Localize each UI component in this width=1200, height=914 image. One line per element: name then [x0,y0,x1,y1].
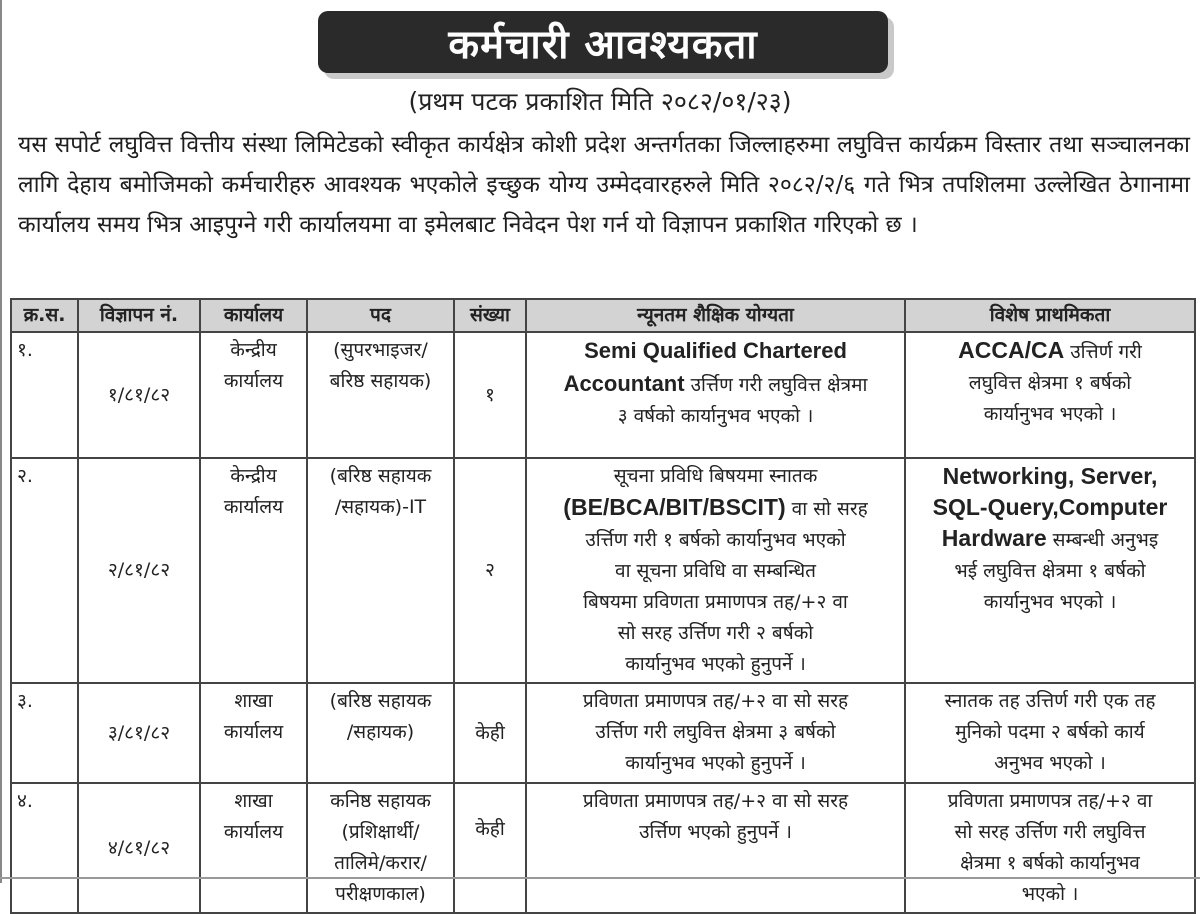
qualification-text: वा सूचना प्रविधि वा सम्बन्धित [615,560,816,582]
qualification-text: उर्त्तिण गरी लघुवित्त क्षेत्रमा ३ बर्षको [595,721,836,743]
qualification-english: (BE/BCA/BIT/BSCIT) [563,494,786,520]
post-line: परीक्षणकाल) [335,883,426,905]
priority-english: ACCA/CA [958,337,1065,363]
table-row [11,683,1195,783]
cell-post [307,783,454,913]
cell-count: केही [454,783,526,913]
publication-date-note: (प्रथम पटक प्रकाशित मिति २०८२/०१/२३) [408,87,792,116]
priority-english: Hardware [941,525,1047,551]
title-banner [318,11,888,73]
qualification-text: उर्त्तिण गरी १ बर्षको कार्यानुभव भएको [585,529,846,551]
cell-ad-no: १/८१/८२ [78,332,200,458]
cell-post [307,683,454,783]
cell-post [307,332,454,458]
qualification-text: सो सरह उर्त्तिण गरी २ बर्षको [617,622,814,644]
office-line: कार्यालय [223,370,284,392]
cell-count: १ [454,332,526,458]
office-line: शाखा [234,790,273,812]
office-line: केन्द्रीय [230,339,277,361]
page-left-border [0,0,8,883]
office-line: शाखा [234,690,273,712]
priority-text: कार्यानुभव भएको । [983,403,1117,425]
cell-qualification [526,683,905,783]
office-line: कार्यालय [223,721,284,743]
cell-priority [905,332,1195,458]
post-line: बरिष्ठ सहायक) [329,370,432,392]
office-line: केन्द्रीय [230,465,277,487]
cell-office [200,458,307,683]
cell-qualification [526,458,905,683]
vacancy-table [10,298,1196,914]
cell-sn: १. [11,332,78,458]
qualification-text: प्रविणता प्रमाणपत्र तह/+२ वा सो सरह [582,790,849,812]
priority-text: भई लघुवित्त क्षेत्रमा १ बर्षको [954,560,1146,582]
post-line: (सुपरभाइजर/ [333,339,428,361]
qualification-text: वा सो सरह [785,498,868,520]
cell-ad-no: ३/८१/८२ [78,683,200,783]
qualification-text: उर्त्तिण भएको हुनुपर्ने । [639,821,792,843]
cell-sn: २. [11,458,78,683]
cell-qualification [526,332,905,458]
post-line: (बरिष्ठ सहायक [329,690,432,712]
priority-text: उत्तिर्ण गरी [1064,341,1142,363]
cell-office [200,683,307,783]
bottom-rule [0,877,1200,879]
qualification-english: Accountant [563,371,685,396]
cell-post [307,458,454,683]
priority-text: लघुवित्त क्षेत्रमा १ बर्षको [968,372,1132,394]
table-row [11,458,1195,683]
header-count: संख्या [454,299,526,332]
cell-sn: ४. [11,783,78,913]
cell-priority [905,683,1195,783]
qualification-text: कार्यानुभव भएको हुनुपर्ने । [625,752,806,774]
priority-english: Networking, Server, [942,463,1158,489]
cell-office [200,332,307,458]
qualification-text: बिषयमा प्रविणता प्रमाणपत्र तह/+२ वा [583,591,848,613]
cell-count: केही [454,683,526,783]
qualification-english: Semi Qualified Chartered [584,338,847,363]
qualification-text: सूचना प्रविधि बिषयमा स्नातक [613,465,818,487]
post-line: (बरिष्ठ सहायक [329,465,432,487]
cell-priority [905,458,1195,683]
page-title: कर्मचारी आवश्यकता [448,21,758,68]
priority-text: स्नातक तह उत्तिर्ण गरी एक तह [944,690,1156,712]
cell-priority [905,783,1195,913]
cell-sn: ३. [11,683,78,783]
priority-text: सो सरह उर्त्तिण गरी लघुवित्त [954,821,1146,843]
priority-text: अनुभव भएको । [994,752,1106,774]
header-post: पद [307,299,454,332]
cell-qualification [526,783,905,913]
cell-ad-no: ४/८१/८२ [78,783,200,913]
priority-text: मुनिको पदमा २ बर्षको कार्य [955,721,1145,743]
header-sn: क्र.स. [11,299,78,332]
cell-office [200,783,307,913]
office-line: कार्यालय [223,821,284,843]
priority-text: प्रविणता प्रमाणपत्र तह/+२ वा [947,790,1153,812]
post-line: कनिष्ठ सहायक [330,790,431,812]
header-ad-no: विज्ञापन नं. [78,299,200,332]
office-line: कार्यालय [223,496,284,518]
qualification-text: प्रविणता प्रमाणपत्र तह/+२ वा सो सरह [582,690,849,712]
header-priority: विशेष प्राथमिकता [905,299,1195,332]
table-row [11,783,1195,913]
post-line: /सहायक)-IT [334,496,427,518]
post-line: /सहायक) [346,721,415,743]
priority-text: कार्यानुभव भएको । [983,591,1117,613]
post-line: तालिमे/करार/ [334,852,427,874]
cell-ad-no: २/८१/८२ [78,458,200,683]
header-qualification: न्यूनतम शैक्षिक योग्यता [526,299,905,332]
header-office: कार्यालय [200,299,307,332]
priority-text: सम्बन्धी अनुभइ [1046,529,1159,551]
priority-english: SQL-Query,Computer [932,494,1168,520]
table-row [11,332,1195,458]
table-header-row [11,299,1195,332]
priority-text: भएको । [1021,883,1079,905]
intro-paragraph: यस सपोर्ट लघुवित्त वित्तीय संस्था लिमिटेडको स्वीकृत कार्यक्षेत्र कोशी प्रदेश अन्तर्गतका जिल्लाहरुमा लघुवित्त कार्यक्रम विस्तार तथा सञ्चालनका लागि देहाय बमोजिमको कर्मचारीहरु आवश्यक भएकोले इच्छुक योग्य उम्मेदवारहरुले मिति २०८२/२/६ गते भित्र तपशिलमा उल्लेखित ठेगानामा कार्यालय समय भित्र आइपुग्ने गरी कार्यालयमा वा इमेलबाट निवेदन पेश गर्न यो विज्ञापन प्रकाशित गरिएको छ । [18,132,1190,238]
qualification-text: उर्त्तिण गरी लघुवित्त क्षेत्रमा [684,374,868,396]
qualification-text: ३ वर्षको कार्यानुभव भएको । [617,405,814,427]
post-line: (प्रशिक्षार्थी/ [341,821,420,843]
cell-count: २ [454,458,526,683]
priority-text: क्षेत्रमा १ बर्षको कार्यानुभव [960,852,1140,874]
qualification-text: कार्यानुभव भएको हुनुपर्ने । [625,653,806,675]
